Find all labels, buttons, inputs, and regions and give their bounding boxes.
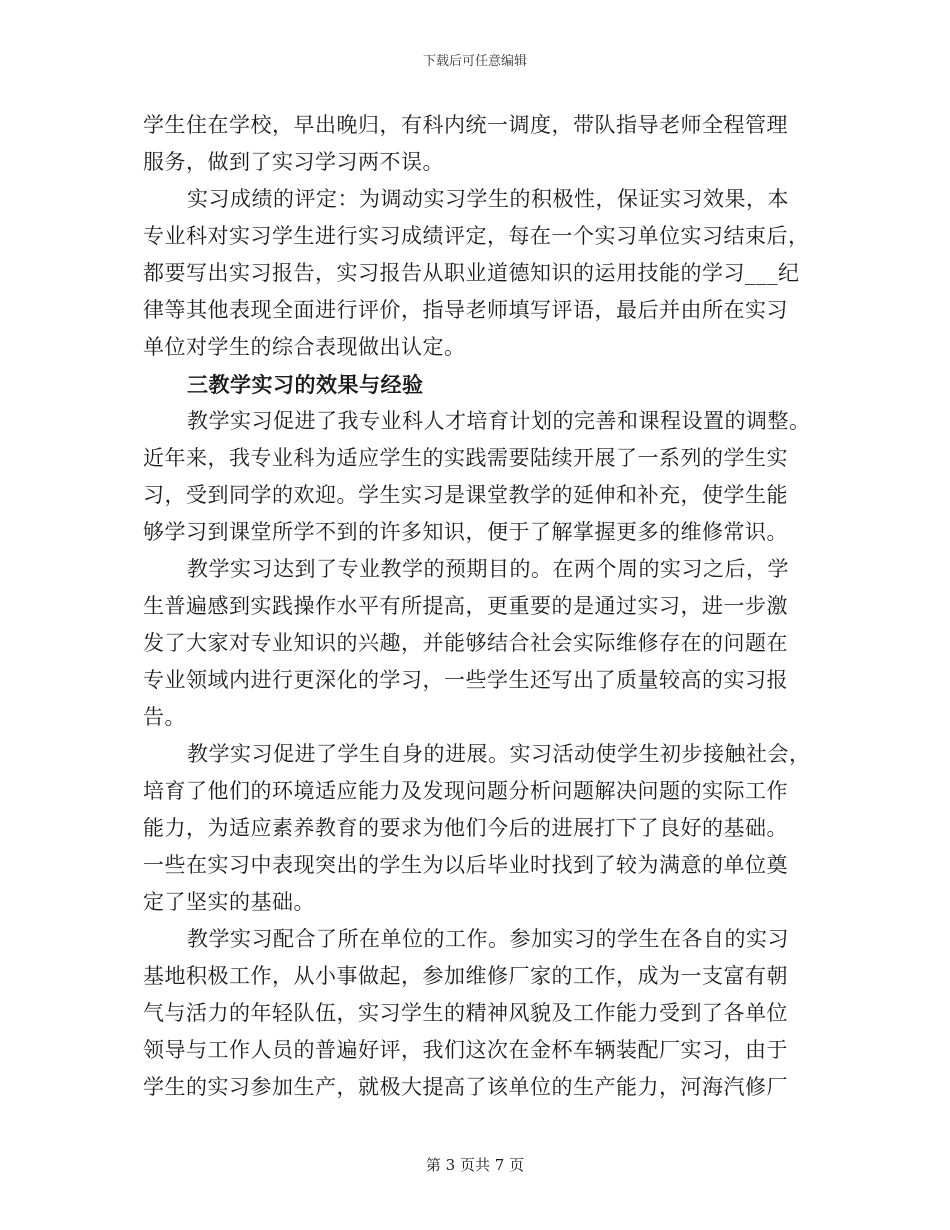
paragraph-line: 学生住在学校，早出晚归，有科内统一调度，带队指导老师全程管理 (143, 113, 788, 137)
paragraph-line: 领导与工作人员的普遍好评，我们这次在金杯车辆装配厂实习，由于 (143, 1038, 788, 1062)
paragraph (143, 181, 823, 366)
page-body (143, 107, 823, 1106)
paragraph-line: 都要写出实习报告，实习报告从职业道德知识的运用技能的学习___纪 (143, 261, 800, 285)
paragraph-line: 教学实习促进了学生自身的进展。实习活动使学生初步接触社会， (187, 742, 811, 766)
paragraph (143, 403, 823, 551)
paragraph-line: 够学习到课堂所学不到的许多知识，便于了解掌握更多的维修常识。 (143, 520, 788, 544)
paragraph-line: 学生的实习参加生产，就极大提高了该单位的生产能力，河海汽修厂 (143, 1075, 788, 1099)
paragraph (143, 107, 823, 181)
page-number: 第 3 页共 7 页 (425, 1156, 525, 1174)
paragraph-line: 习，受到同学的欢迎。学生实习是课堂教学的延伸和补充，使学生能 (143, 483, 788, 507)
paragraph-line: 一些在实习中表现突出的学生为以后毕业时找到了较为满意的单位奠 (143, 853, 788, 877)
paragraph-line: 律等其他表现全面进行评价，指导老师填写评语，最后并由所在实习 (143, 298, 788, 322)
paragraph-line: 教学实习促进了我专业科人才培育计划的完善和课程设置的调整。 (187, 409, 811, 433)
paragraph-line: 专业科对实习学生进行实习成绩评定，每在一个实习单位实习结束后， (143, 224, 810, 248)
paragraph-line: 实习成绩的评定：为调动实习学生的积极性，保证实习效果，本 (187, 187, 789, 211)
paragraph (143, 551, 823, 736)
page-header: 下载后可任意编辑 (422, 54, 527, 69)
section-heading: 三教学实习的效果与经验 (187, 372, 424, 397)
paragraph-line: 气与活力的年轻队伍，实习学生的精神风貌及工作能力受到了各单位 (143, 1001, 788, 1025)
paragraph-line: 单位对学生的综合表现做出认定。 (143, 335, 466, 359)
paragraph-line: 发了大家对专业知识的兴趣，并能够结合社会实际维修存在的问题在 (143, 631, 788, 655)
paragraph-line: 定了坚实的基础。 (143, 890, 315, 914)
paragraph (143, 921, 823, 1106)
paragraph-line: 生普遍感到实践操作水平有所提高，更重要的是通过实习，进一步激 (143, 594, 788, 618)
paragraph-line: 教学实习配合了所在单位的工作。参加实习的学生在各自的实习 (187, 927, 789, 951)
paragraph-line: 教学实习达到了专业教学的预期目的。在两个周的实习之后，学 (187, 557, 789, 581)
paragraph-line: 服务，做到了实习学习两不误。 (143, 150, 444, 174)
paragraph-line: 专业领域内进行更深化的学习，一些学生还写出了质量较高的实习报 (143, 668, 788, 692)
paragraph-line: 能力，为适应素养教育的要求为他们今后的进展打下了良好的基础。 (143, 816, 788, 840)
paragraph (143, 736, 823, 921)
paragraph-line: 告。 (143, 705, 186, 729)
paragraph-line: 培育了他们的环境适应能力及发现问题分析问题解决问题的实际工作 (143, 779, 788, 803)
paragraph-line: 基地积极工作，从小事做起，参加维修厂家的工作，成为一支富有朝 (143, 964, 788, 988)
paragraph-line: 近年来，我专业科为适应学生的实践需要陆续开展了一系列的学生实 (143, 446, 788, 470)
